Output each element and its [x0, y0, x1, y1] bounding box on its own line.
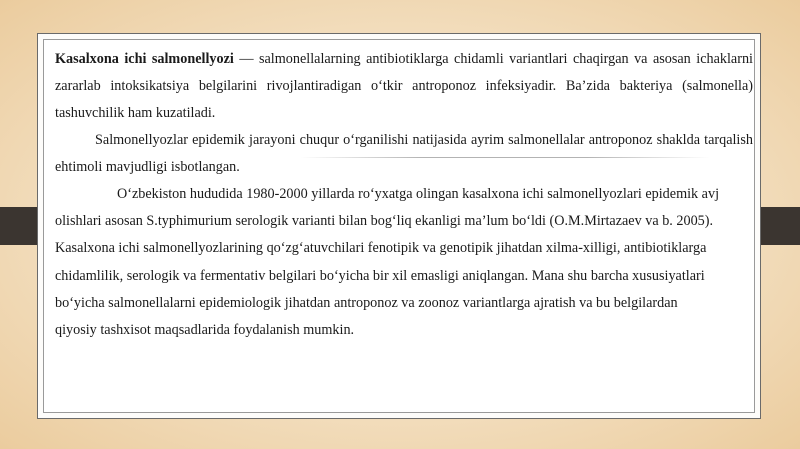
paragraph-uzbekistan [55, 181, 753, 344]
paragraph3-line-1: O‘zbekiston hududida 1980-2000 yillarda ro‘yxatga olingan kasalxona ichi salmonellyozlari epidemik avj [117, 186, 720, 202]
paragraph3-line-5: bo‘yicha salmonellalarni epidemiologik jihatdan antroponoz va zoonoz variantlarga ajratish va bu belgilardan [55, 294, 678, 311]
paragraph-epidemic-process: Salmonellyozlar epidemik jarayoni chuqur o‘rganilishi natijasida ayrim salmonellalar antroponoz shaklda tarqalish ehtimoli mavjudligi isbotlangan. [55, 132, 753, 176]
paragraph3-line-6: qiyosiy tashxisot maqsadlarida foydalanish mumkin. [55, 322, 355, 339]
definition-body: — salmonellalarning antibiotiklarga chidamli variantlari chaqirgan va asosan ichaklarni zararlab intoksikatsiya belgilarini rivojlantiradigan o‘tkir antroponoz infeksiyadir. Ba’zida bakteriya (salmonella) tashuvchilik ham kuzatiladi. [55, 51, 753, 122]
definition-term: Kasalxona ichi salmonellyozi [55, 51, 234, 67]
left-decorative-band [0, 207, 41, 245]
paragraph3-line-2: olishlari asosan S.typhimurium serologik varianti bilan bog‘liq ekanligi ma’lum bo‘ldi (O.M.Mirtazaev va b. 2005). [55, 213, 714, 230]
text-divider [300, 157, 710, 158]
paragraph-definition [55, 46, 753, 128]
paragraph3-line-3: Kasalxona ichi salmonellyozlarining qo‘zg‘atuvchilari fenotipik va genotipik jihatdan xilma-xilligi, antibiotiklarga [55, 240, 707, 257]
paragraph3-line-4: chidamlilik, serologik va fermentativ belgilari bo‘yicha bir xil emasligi aniqlangan. Mana shu barcha xususiyatlari [55, 267, 705, 284]
right-decorative-band [758, 207, 800, 245]
